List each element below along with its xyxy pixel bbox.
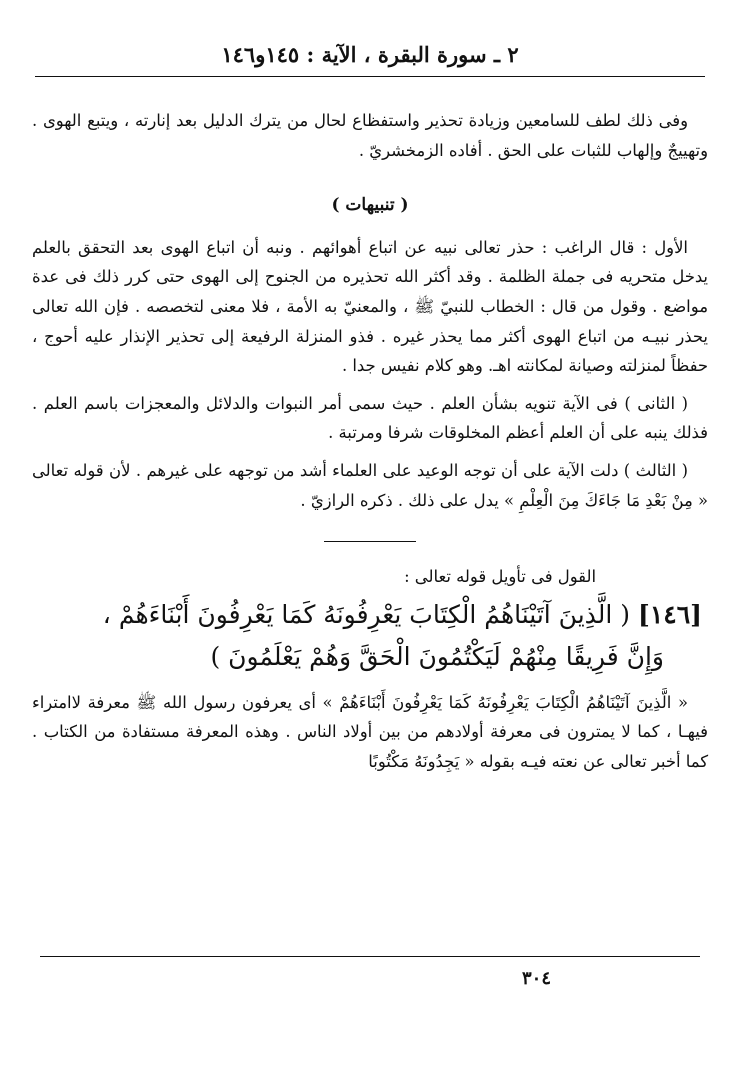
page-header: ٢ ـ سورة البقرة ، الآية : ١٤٥و١٤٦ [221, 42, 519, 67]
page-number: ٣٠٤ [522, 968, 552, 989]
verse-commentary: « الَّذِينَ آتَيْنَاهُمُ الْكِتَابَ يَعْرِفُونَهُ كَمَا يَعْرِفُونَ أَبْنَاءَهُمْ » أى يعرفون رسول الله ﷺ معرفة لاامتراء فيهـا ، كما لا يمترون فى معرفة أولادهم من بين أولاد الناس . وهذه المعرفة مستفادة من الكتاب . كما أخبر تعالى عن نعته فيـه بقوله « يَجِدُونَهُ مَكْتُوبًا [32, 692, 708, 771]
verse-number: [١٤٦] [638, 599, 702, 629]
paragraph-gap [32, 448, 708, 456]
tanbih-third-paragraph: ( الثالث ) دلت الآية على أن توجه الوعيد على العلماء أشد من توجهه على غيرهم . لأن قوله تعالى « مِنْ بَعْدِ مَا جَاءَكَ مِنَ الْعِلْمِ » يدل على ذلك . ذكره الرازيّ . [32, 460, 708, 510]
header-divider [35, 76, 705, 77]
tanbih-first-paragraph: الأول : قال الراغب : حذر تعالى نبيه عن اتباع أهوائهم . ونبه أن اتباع الهوى بعد التحقق بالعلم يدخل متحريه فى جملة الظلمة . وقد أكثر الله تحذيره من الجنوح إلى الهوى حتى كرر ذلك فى عدة مواضع . وقول من قال : الخطاب للنبيّ ﷺ ، والمعنيّ به الأمة ، فلا معنى لتخصصه . فإن الله تعالى يحذر نبيـه من اتباع الهوى أكثر مما يحذر غيره . فذو المنزلة الرفيعة إلى تحذير الإنذار عليه أحوج ، حفظاً لمنزلته وصيانة لمكانته اهـ. وهو كلام نفيس جدا . [32, 237, 708, 376]
page-body [32, 106, 708, 777]
verse-line-first [32, 594, 708, 636]
intro-paragraph: وفى ذلك لطف للسامعين وزيادة تحذير واستفظاع لحال من يترك الدليل بعد إنارته ، ويتبع الهوى . وتهييجٌ وإلهاب للثبات على الحق . أفاده الزمخشريّ . [32, 111, 708, 160]
tanbihat-heading: ( تنبيهات ) [331, 195, 409, 216]
section-divider [324, 541, 416, 542]
paragraph-gap [32, 381, 708, 389]
tanbih-second-paragraph: ( الثانى ) فى الآية تنويه بشأن العلم . حيث سمى أمر النبوات والدلائل والمعجزات باسم العلم . فذلك ينبه على أن العلم أعظم المخلوقات شرفا ومرتبة . [32, 393, 708, 443]
verse-text-first: ( الَّذِينَ آتَيْنَاهُمُ الْكِتَابَ يَعْرِفُونَهُ كَمَا يَعْرِفُونَ أَبْنَاءَهُمْ ، [102, 599, 631, 629]
verse-line-second: وَإِنَّ فَرِيقًا مِنْهُمْ لَيَكْتُمُونَ الْحَقَّ وَهُمْ يَعْلَمُونَ ) [210, 641, 664, 671]
verse-intro: القول فى تأويل قوله تعالى : [404, 567, 596, 587]
footer-divider [40, 956, 700, 957]
